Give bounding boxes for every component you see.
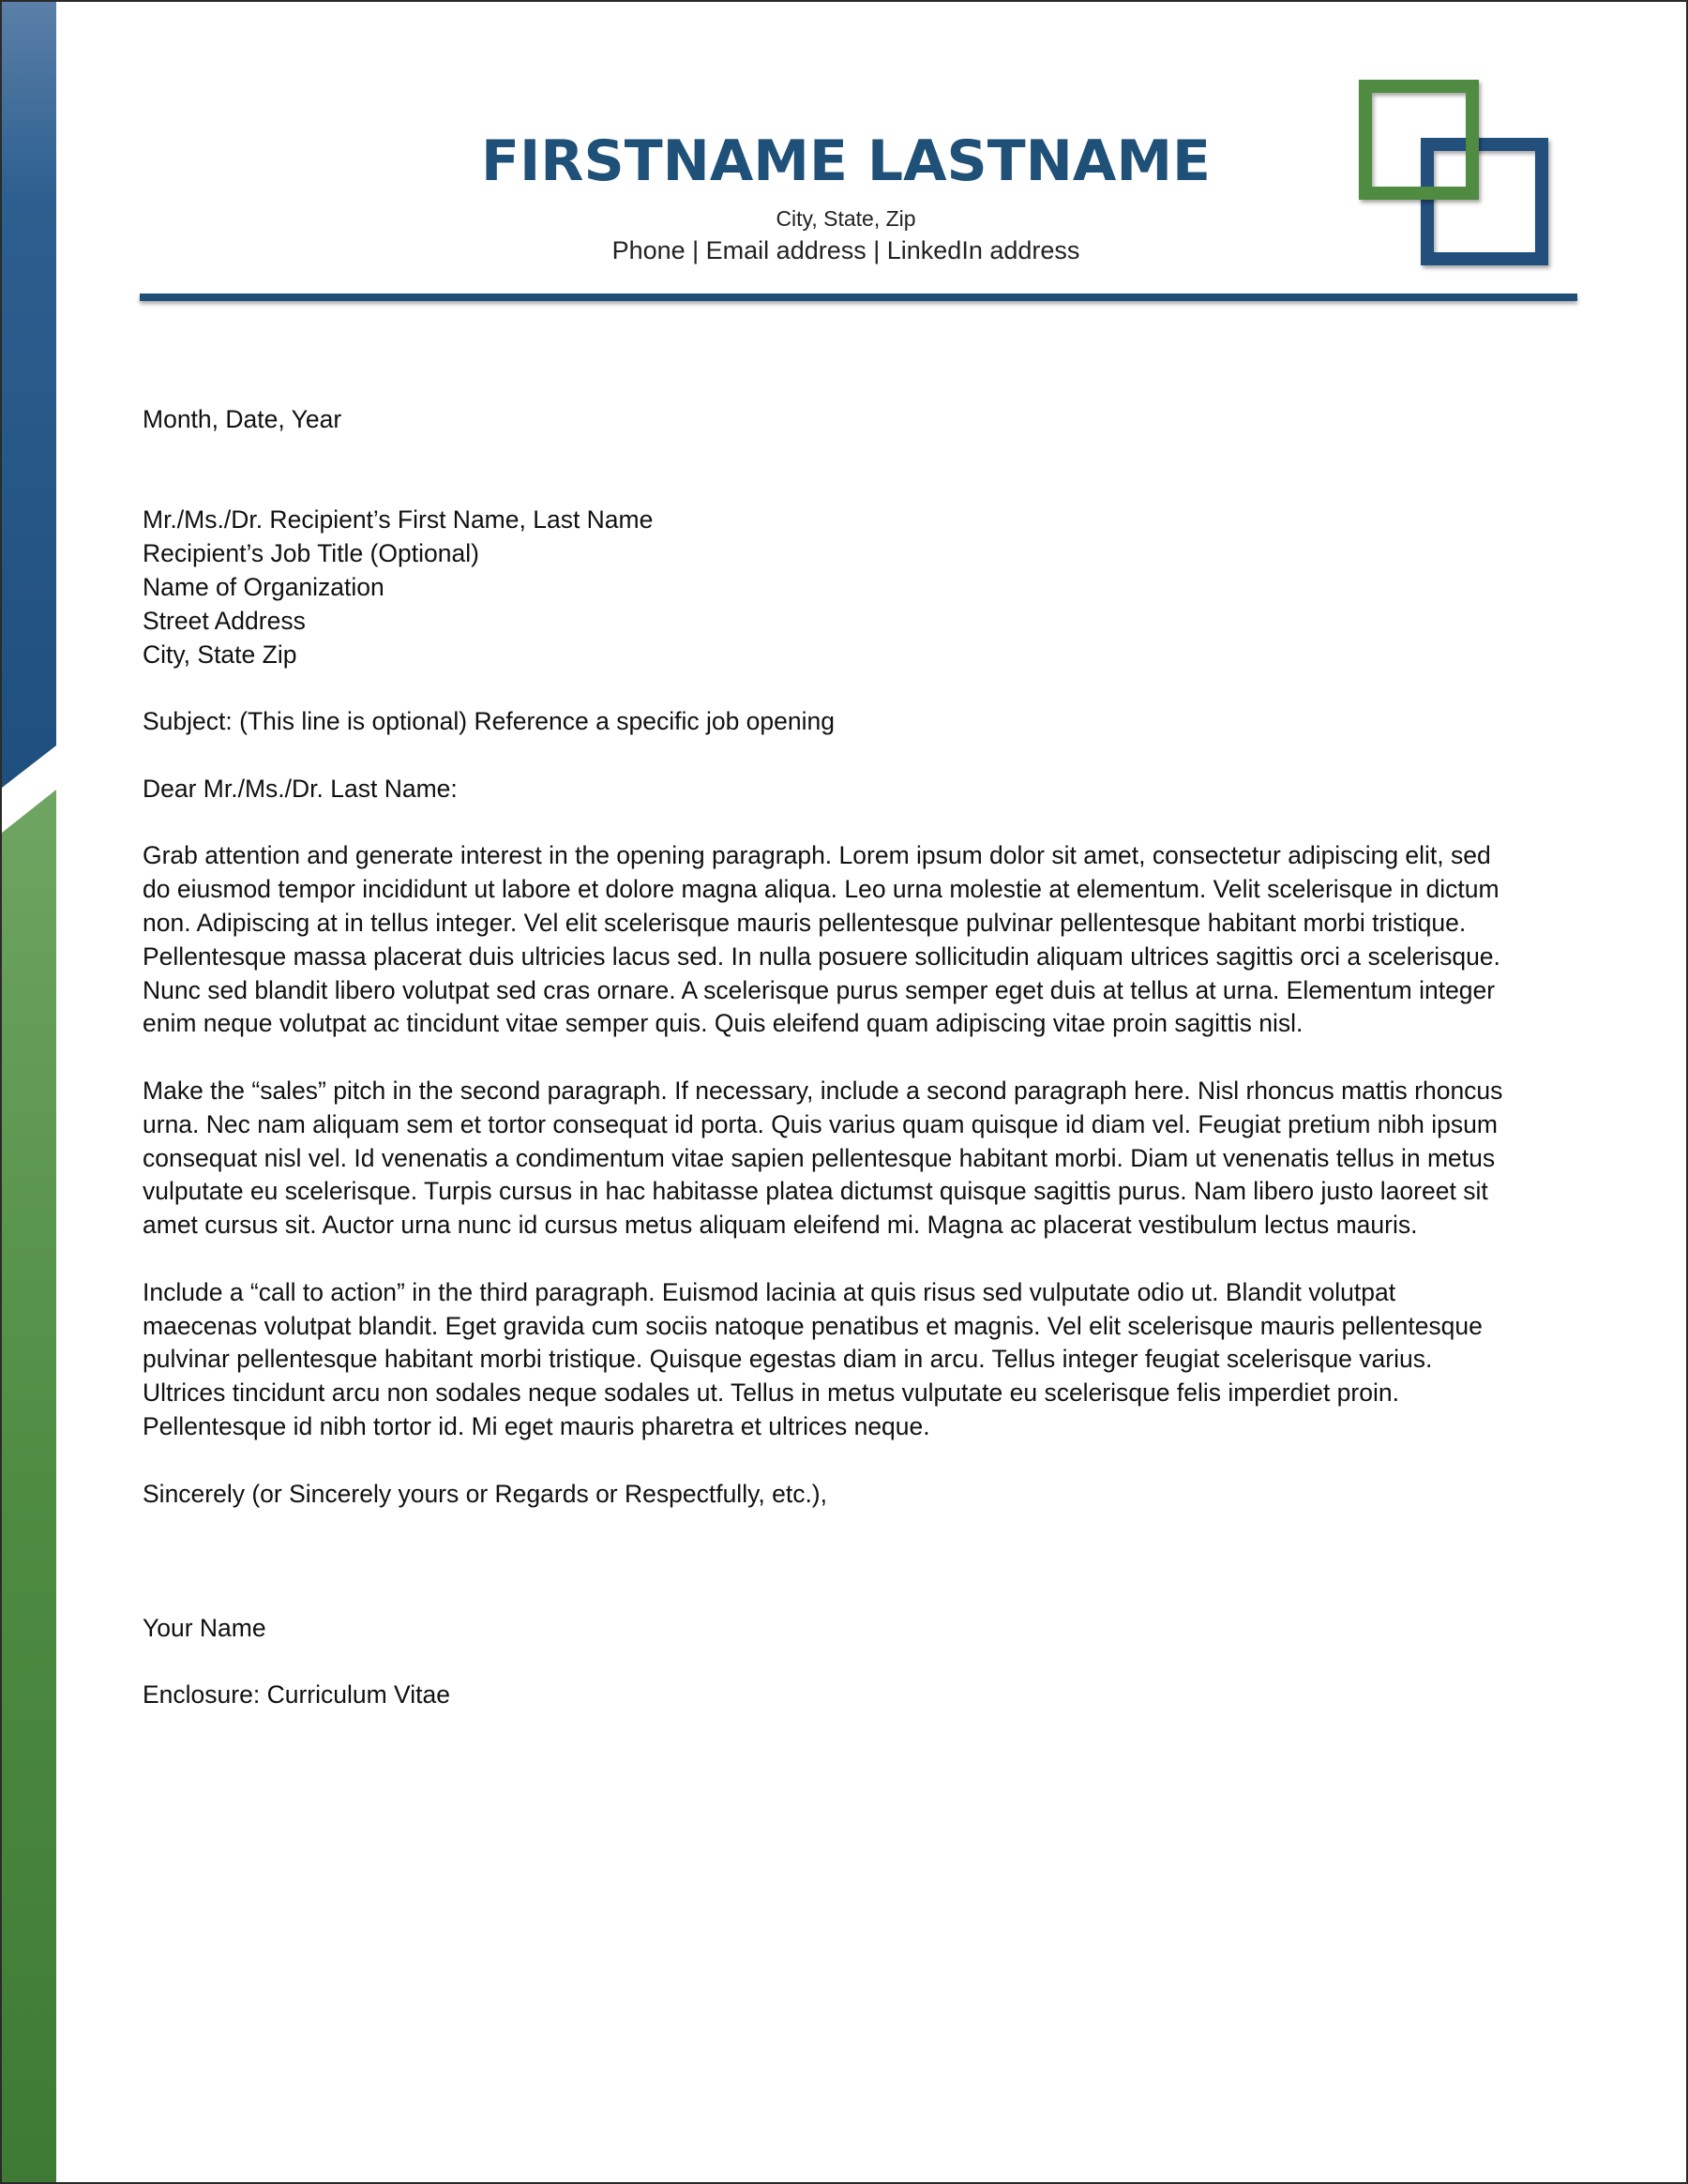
signature-name: Your Name bbox=[143, 1613, 266, 1642]
paragraph-line: Make the “sales” pitch in the second paragraph. If necessary, include a second paragraph here. Nisl rhoncus mattis rhoncus bbox=[143, 1076, 1503, 1105]
recipient-title: Recipient’s Job Title (Optional) bbox=[143, 539, 479, 568]
applicant-name: FIRSTNAME LASTNAME bbox=[480, 128, 1212, 194]
paragraph-line: enim neque volutpat ac tincidunt vitae semper quis. Quis eleifend quam adipiscing vitae proin sagittis nisl. bbox=[143, 1009, 1304, 1038]
paragraph-line: urna. Nec nam aliquam sem et tortor consequat id porta. Quis varius quam quisque id diam vel. Feugiat pretium nibh ipsum bbox=[143, 1109, 1498, 1138]
recipient-name: Mr./Ms./Dr. Recipient’s First Name, Last Name bbox=[143, 505, 654, 535]
header-divider bbox=[140, 294, 1577, 301]
applicant-contact: Phone | Email address | LinkedIn address bbox=[611, 236, 1080, 264]
closing: Sincerely (or Sincerely yours or Regards or Respectfully, etc.), bbox=[143, 1479, 827, 1508]
paragraph-line: vulputate eu scelerisque. Turpis cursus in hac habitasse platea dictumst quisque sagittis purus. Nam libero justo laoreet sit bbox=[143, 1177, 1488, 1206]
paragraph-line: amet cursus sit. Auctor urna nunc id cursus metus aliquam eleifend mi. Magna ac placerat vestibulum lectus mauris. bbox=[143, 1211, 1418, 1240]
salutation: Dear Mr./Ms./Dr. Last Name: bbox=[143, 774, 458, 803]
paragraph-line: maecenas volutpat blandit. Eget gravida cum sociis natoque penatibus et magnis. Vel elit scelerisque mauris pellentesque bbox=[143, 1311, 1483, 1340]
recipient-street: Street Address bbox=[143, 606, 306, 635]
paragraph-line: Pellentesque massa placerat duis ultricies lacus sed. In nulla posuere sollicitudin aliquam ultrices sagittis orci a scelerisque. bbox=[143, 941, 1500, 971]
enclosure-line: Enclosure: Curriculum Vitae bbox=[143, 1680, 450, 1710]
subject-line: Subject: (This line is optional) Reference a specific job opening bbox=[143, 707, 835, 736]
recipient-city: City, State Zip bbox=[143, 640, 297, 669]
paragraph-opening bbox=[143, 839, 1559, 1041]
applicant-city: City, State, Zip bbox=[776, 206, 916, 231]
paragraph-line: non. Adipiscing at in tellus integer. Vel elit scelerisque mauris pellentesque pulvinar pellentesque habitant morbi tristique. bbox=[143, 908, 1467, 937]
paragraph-sales-pitch bbox=[143, 1075, 1559, 1243]
letter-body bbox=[143, 403, 1559, 1712]
paragraph-line: Ultrices tincidunt arcu non sodales neque sodales ut. Tellus in metus vulputate eu scelerisque felis imperdiet proin. bbox=[143, 1378, 1399, 1408]
recipient-organization: Name of Organization bbox=[143, 572, 384, 601]
overlapping-squares-logo bbox=[1352, 79, 1559, 276]
side-accent-bar bbox=[2, 2, 56, 2184]
paragraph-line: do eiusmod tempor incididunt ut labore et dolore magna aliqua. Leo urna molestie at elementum. Velit scelerisque in dictum bbox=[143, 875, 1500, 904]
paragraph-line: Include a “call to action” in the third paragraph. Euismod lacinia at quis risus sed vulputate odio ut. Blandit volutpat bbox=[143, 1277, 1396, 1306]
recipient-block bbox=[143, 504, 1559, 671]
paragraph-call-to-action bbox=[143, 1276, 1559, 1444]
paragraph-line: Pellentesque id nibh tortor id. Mi eget mauris pharetra et ultrices neque. bbox=[143, 1411, 930, 1440]
paragraph-line: consequat nisl vel. Id venenatis a condimentum vitae sapien pellentesque habitant morbi. Diam ut venenatis tellus in metus bbox=[143, 1143, 1496, 1172]
letter-date: Month, Date, Year bbox=[143, 405, 342, 433]
paragraph-line: Nunc sed blandit libero volutpat sed cras ornare. A scelerisque purus semper eget duis at tellus at urna. Elementum integer bbox=[143, 975, 1496, 1004]
paragraph-line: pulvinar pellentesque habitant morbi tristique. Quisque egestas diam in arcu. Tellus integer feugiat scelerisque varius. bbox=[143, 1345, 1433, 1374]
paragraph-line: Grab attention and generate interest in the opening paragraph. Lorem ipsum dolor sit amet, consectetur adipiscing elit, sed bbox=[143, 841, 1491, 870]
